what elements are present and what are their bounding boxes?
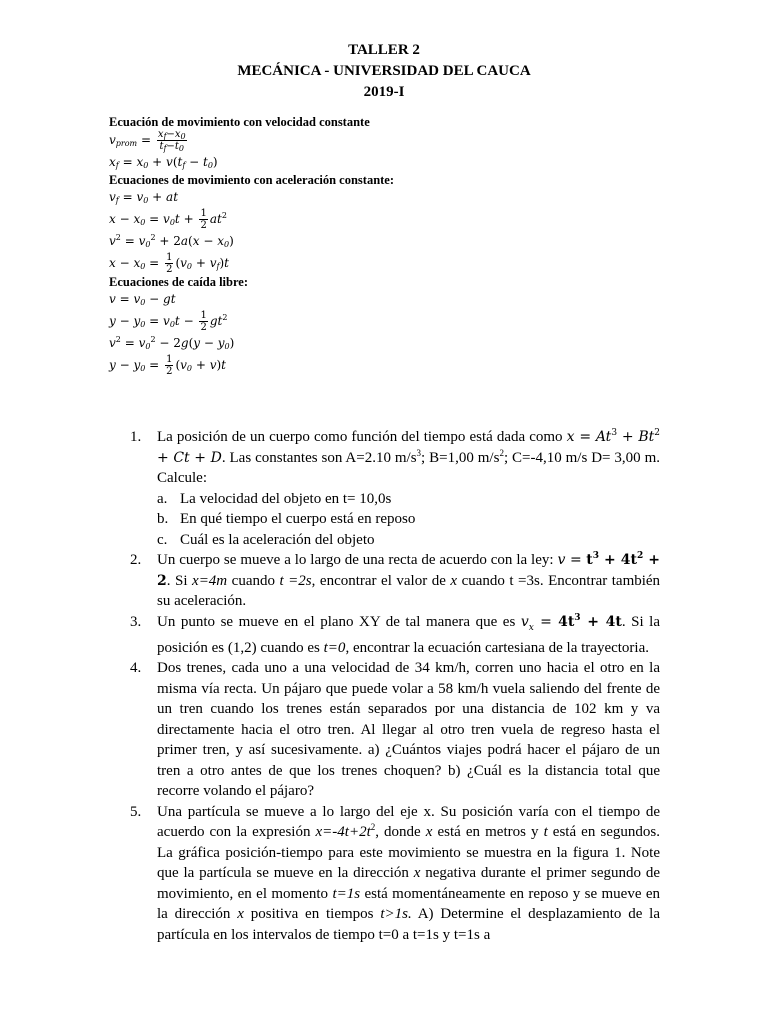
position-equation: $x = At^3 + Bt^2 + Ct + D$ xyxy=(157,428,660,466)
problem-2: 2. Un cuerpo se mueve a lo largo de una recta de acuerdo con la ley: $v = t^3 + 4t^2 + 2$. Si x=4m cuando t =2s, encontrar el valor de x cuando t =3s. Encontrar también su aceleración. xyxy=(130,551,661,609)
equation-displacement-time: $x - x_0 = v_0t$ + $\frac{1}{2}$ $at^2$ xyxy=(109,208,227,231)
problem-number: 4. xyxy=(130,660,142,677)
problem-number: 2. xyxy=(130,552,142,568)
velocity-law: $v = t^3 + 4t^2 + 2$ xyxy=(157,551,661,589)
header-course: MECÁNICA - UNIVERSIDAD DEL CAUCA xyxy=(237,63,531,79)
problem-1: 1. La posición de un cuerpo como función del tiempo está dada como $x = At^3 + Bt^2 + Ct + D$. Las constantes son A=2.10 $m/s^3$; B=1,00 $m/s^2$; C=-4,10 m/s D= 3,00 m. Calcule: a. La velocidad del objeto en t= 10,0s b. En qué tiempo el cuerpo está en reposo c. Cuál es la aceleración del objeto xyxy=(130,427,660,550)
problem-4: 4. Dos trenes, cada uno a una velocidad de 34 km/h, corren uno hacia el otro en la misma vía recta. Un pájaro que puede volar a 58 km/h vuela saliendo del frente de un tren cuando los trenes están separados por una distancia de 102 km y va directamente hacia el otro tren. Al llegar al otro tren vuela de regreso hasta el primer tren, y así sucesivamente. a) ¿Cuántos viajes podrá hacer el pájaro de un tren a otro antes de que los trenes choquen? b) ¿Cuál es la distancia total que recorre volando el pájaro? xyxy=(130,660,660,800)
document-header xyxy=(0,40,768,103)
equations-reference xyxy=(109,115,469,377)
problem-3: 3. Un punto se mueve en el plano XY de tal manera que es $v_x = 4t^3 + 4t$. Si la posición es (1,2) cuando es t=0, encontrar la ecuación cartesiana de la trayectoria. xyxy=(130,612,660,656)
problem-number: 5. xyxy=(130,803,142,820)
header-title: TALLER 2 xyxy=(348,42,420,58)
header-term: 2019-I xyxy=(363,84,405,100)
vx-equation: $v_x = 4t^3 + 4t$ xyxy=(520,612,622,633)
equation-free-fall-average: $y - y_0$ = $\frac{1}{2}$ $(v_0 + v)t$ xyxy=(109,354,226,377)
free-fall-title: Ecuaciones de caída libre: xyxy=(109,275,249,289)
equation-free-fall-velocity-squared: $v^2 = v_0^2 - 2g(y - y_0)$ xyxy=(109,335,235,351)
equation-velocity-time: $v_f = v_0$ + at xyxy=(109,190,179,205)
equation-position-constant-velocity: $x_f = x_0 + v(t_f - t_0)$ xyxy=(109,155,218,170)
question-b: b. En qué tiempo el cuerpo está en reposo xyxy=(157,511,416,527)
equation-average-velocity: $v_{prom}$ = $\frac{x_f-x_0}{t_f-t_0}$ xyxy=(109,129,186,153)
equation-velocity-squared: $v^2 = v_0^2 + 2a(x - x_0)$ xyxy=(109,233,234,249)
question-c: c. Cuál es la aceleración del objeto xyxy=(157,531,375,548)
equation-free-fall-velocity: $v = v_0$ − gt xyxy=(109,292,176,307)
constant-acceleration-title: Ecuaciones de movimiento con aceleración constante: xyxy=(109,173,395,187)
constant-velocity-title: Ecuación de movimiento con velocidad constante xyxy=(109,115,370,129)
question-a: a. La velocidad del objeto en t= 10,0s xyxy=(157,490,392,507)
equation-average-velocity-displacement: $x - x_0$ = $\frac{1}{2}$ $(v_0 + v_f)t$ xyxy=(109,252,229,275)
equation-free-fall-position: $y - y_0 = v_0t$ − $\frac{1}{2}$ $gt^2$ xyxy=(109,310,228,333)
problem-5: 5. Una partícula se mueve a lo largo del eje x. Su posición varía con el tiempo de acuerdo con la expresión $x=-4t+2t^2$, donde x está en metros y t está en segundos. La gráfica posición-tiempo para este movimiento se muestra en la figura 1. Note que la partícula se mueve en la dirección x negativa durante el primer segundo de movimiento, en el momento t=1s está momentáneamente en reposo y se mueve en la dirección x positiva en tiempos t>1s. A) Determine el desplazamiento de la partícula en los intervalos de tiempo t=0 a t=1s y t=1s a xyxy=(130,803,661,943)
problem-1-questions xyxy=(157,489,660,551)
problem-number: 3. xyxy=(130,613,142,630)
problem-list xyxy=(130,427,660,945)
problem-number: 1. xyxy=(130,429,142,445)
